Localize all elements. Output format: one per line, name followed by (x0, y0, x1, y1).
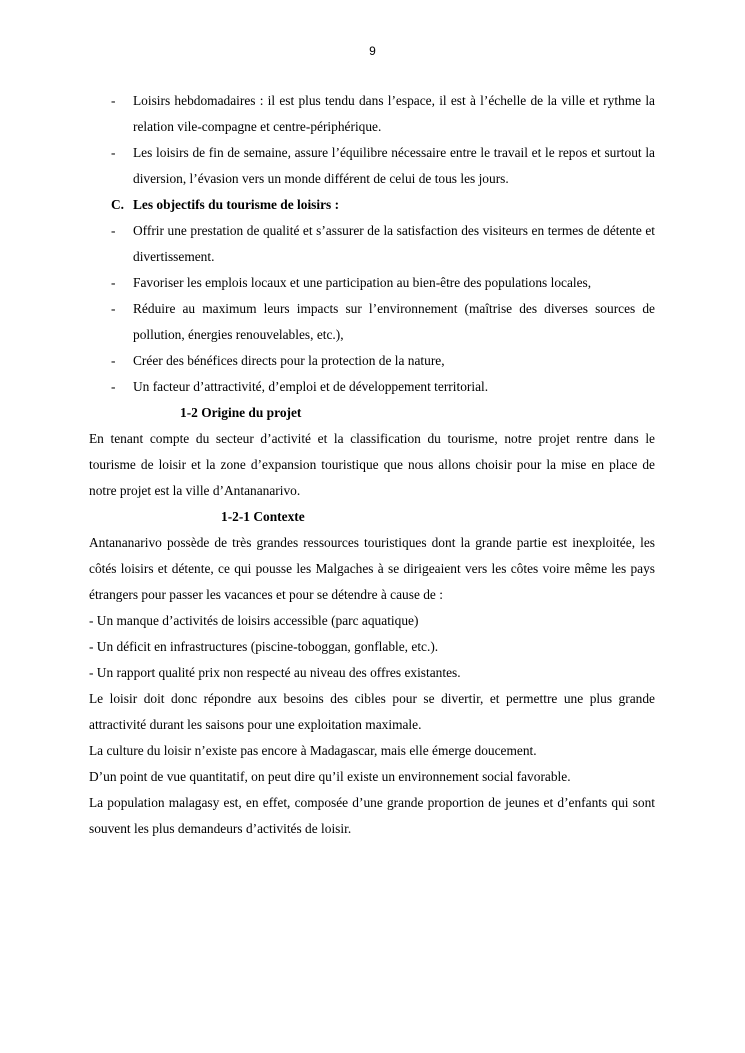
paragraph: - Un manque d’activités de loisirs accessible (parc aquatique) (89, 613, 419, 628)
section-c-marker: C. (111, 197, 125, 212)
paragraph: La culture du loisir n’existe pas encore à Madagascar, mais elle émerge doucement. (89, 743, 537, 758)
intro-list (89, 88, 655, 192)
list-item: - Offrir une prestation de qualité et s’assurer de la satisfaction des visiteurs en termes de détente et divertissement. (89, 218, 655, 270)
section-1-2-paragraph: En tenant compte du secteur d’activité et la classification du tourisme, notre projet rentre dans le tourisme de loisir et la zone d’expansion touristique que nous allons choisir pour la mise en place de notre projet est la ville d’Antananarivo. (89, 431, 655, 498)
paragraph: - Un déficit en infrastructures (piscine-toboggan, gonflable, etc.). (89, 639, 439, 654)
list-item: - Les loisirs de fin de semaine, assure l’équilibre nécessaire entre le travail et le repos et surtout la diversion, l’évasion vers un monde différent de celui de tous les jours. (89, 140, 655, 192)
section-c-heading (89, 192, 655, 218)
paragraph: D’un point de vue quantitatif, on peut dire qu’il existe un environnement social favorable. (89, 769, 571, 784)
section-1-2-heading: 1-2 Origine du projet (180, 405, 302, 420)
paragraph: - Un rapport qualité prix non respecté au niveau des offres existantes. (89, 665, 461, 680)
section-c-title: Les objectifs du tourisme de loisirs : (133, 197, 340, 212)
paragraph: Antananarivo possède de très grandes ressources touristiques dont la grande partie est inexploitée, les côtés loisirs et détente, ce qui pousse les Malgaches à se dirigeaient vers les côtes voire même les pays étrangers pour passer les vacances et pour se détendre à cause de : (89, 535, 655, 602)
section-1-2-1-heading: 1-2-1 Contexte (221, 509, 305, 524)
page-number: 9 (369, 44, 376, 58)
list-item: - Favoriser les emplois locaux et une participation au bien-être des populations locales, (89, 270, 655, 296)
list-item: - Un facteur d’attractivité, d’emploi et de développement territorial. (89, 374, 655, 400)
list-item: - Loisirs hebdomadaires : il est plus tendu dans l’espace, il est à l’échelle de la ville et rythme la relation vile-compagne et centre-périphérique. (89, 88, 655, 140)
page-content (89, 88, 655, 842)
objectives-list (89, 218, 655, 400)
list-item: - Réduire au maximum leurs impacts sur l’environnement (maîtrise des diverses sources de pollution, énergies renouvelables, etc.), (89, 296, 655, 348)
list-item: - Créer des bénéfices directs pour la protection de la nature, (89, 348, 655, 374)
paragraph: Le loisir doit donc répondre aux besoins des cibles pour se divertir, et permettre une plus grande attractivité durant les saisons pour une exploitation maximale. (89, 691, 655, 732)
paragraph: La population malagasy est, en effet, composée d’une grande proportion de jeunes et d’enfants qui sont souvent les plus demandeurs d’activités de loisir. (89, 795, 655, 836)
